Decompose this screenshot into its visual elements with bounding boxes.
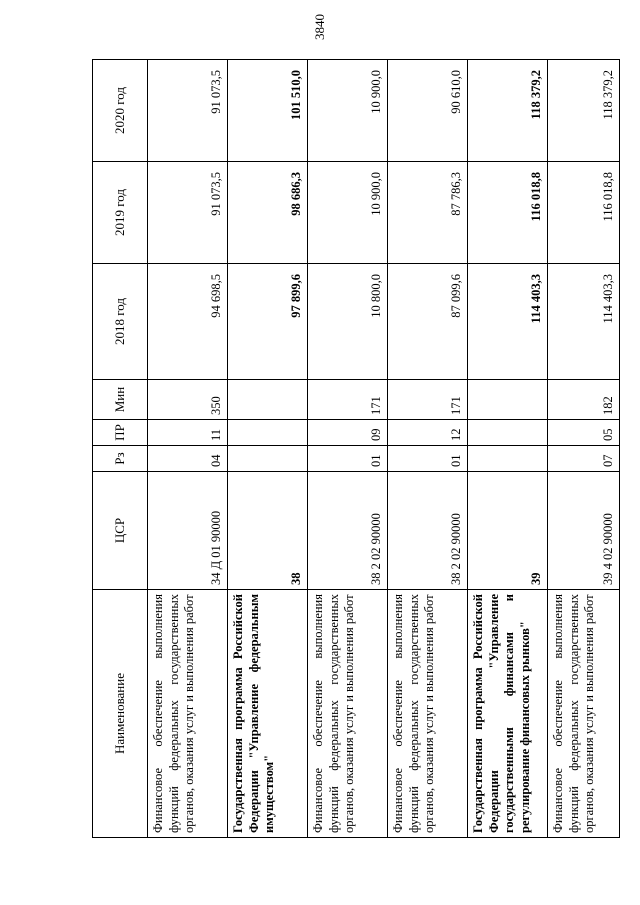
- page-number: [0, 0, 640, 40]
- budget-table-container: [92, 60, 615, 838]
- row-csr: 38 2 02 90000: [388, 472, 468, 590]
- header-csr: ЦСР: [93, 472, 148, 590]
- row-name: Государственная программа Российской Федерации "Управление государственными финансами и регулирование финансовых рынков": [468, 590, 548, 838]
- row-2020: 91 073,5: [148, 60, 228, 162]
- row-2019: 10 900,0: [308, 162, 388, 264]
- row-2019: 91 073,5: [148, 162, 228, 264]
- table-row: [388, 60, 468, 838]
- table-row: [468, 60, 548, 838]
- row-2018: 114 403,3: [468, 264, 548, 380]
- row-name: Государственная программа Российской Федерации "Управление федеральным имуществом": [228, 590, 308, 838]
- header-2018: 2018 год: [93, 264, 148, 380]
- row-2018: 114 403,3: [548, 264, 620, 380]
- row-csr: 38 2 02 90000: [308, 472, 388, 590]
- row-min: 171: [388, 380, 468, 420]
- row-2019: 116 018,8: [468, 162, 548, 264]
- row-csr: 39 4 02 90000: [548, 472, 620, 590]
- row-2020: 118 379,2: [468, 60, 548, 162]
- row-pr: 09: [308, 420, 388, 446]
- row-2019: 87 786,3: [388, 162, 468, 264]
- budget-table: [92, 59, 620, 838]
- row-2019: 98 686,3: [228, 162, 308, 264]
- row-2020: 90 610,0: [388, 60, 468, 162]
- table-row: [228, 60, 308, 838]
- row-csr: 39: [468, 472, 548, 590]
- row-min: 182: [548, 380, 620, 420]
- row-2020: 101 510,0: [228, 60, 308, 162]
- row-2018: 97 899,6: [228, 264, 308, 380]
- row-2018: 10 800,0: [308, 264, 388, 380]
- row-pr: [228, 420, 308, 446]
- row-2018: 87 099,6: [388, 264, 468, 380]
- row-min: 350: [148, 380, 228, 420]
- row-pr: 12: [388, 420, 468, 446]
- table-row: [548, 60, 620, 838]
- row-rz: [228, 446, 308, 472]
- row-pr: [468, 420, 548, 446]
- table-header-row: [93, 60, 148, 838]
- row-2020: 10 900,0: [308, 60, 388, 162]
- row-rz: 01: [308, 446, 388, 472]
- header-pr: ПР: [93, 420, 148, 446]
- table-row: [308, 60, 388, 838]
- row-2019: 116 018,8: [548, 162, 620, 264]
- header-name: Наименование: [93, 590, 148, 838]
- page-number-text: 3840: [312, 14, 327, 40]
- row-name: Финансовое обеспечение выполнения функций федеральных государственных органов, оказания услуг и выполнения работ: [148, 590, 228, 838]
- header-2019: 2019 год: [93, 162, 148, 264]
- row-pr: 05: [548, 420, 620, 446]
- header-rz: Рз: [93, 446, 148, 472]
- row-csr: 38: [228, 472, 308, 590]
- row-rz: 01: [388, 446, 468, 472]
- row-name: Финансовое обеспечение выполнения функций федеральных государственных органов, оказания услуг и выполнения работ: [388, 590, 468, 838]
- row-rz: 07: [548, 446, 620, 472]
- row-min: [468, 380, 548, 420]
- row-2020: 118 379,2: [548, 60, 620, 162]
- row-min: [228, 380, 308, 420]
- row-min: 171: [308, 380, 388, 420]
- header-2020: 2020 год: [93, 60, 148, 162]
- row-rz: [468, 446, 548, 472]
- row-csr: 34 Д 01 90000: [148, 472, 228, 590]
- row-pr: 11: [148, 420, 228, 446]
- row-name: Финансовое обеспечение выполнения функций федеральных государственных органов, оказания услуг и выполнения работ: [548, 590, 620, 838]
- header-min: Мин: [93, 380, 148, 420]
- row-rz: 04: [148, 446, 228, 472]
- row-2018: 94 698,5: [148, 264, 228, 380]
- table-row: [148, 60, 228, 838]
- row-name: Финансовое обеспечение выполнения функций федеральных государственных органов, оказания услуг и выполнения работ: [308, 590, 388, 838]
